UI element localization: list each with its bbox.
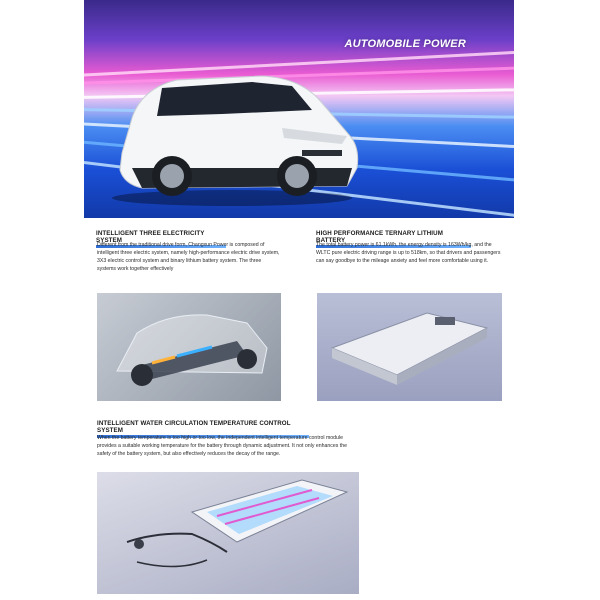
chassis-illustration [97,293,281,401]
cooling-system-image [97,472,359,594]
chassis-xray-image [97,293,281,401]
white-suv-image [102,58,362,208]
hero-title: AUTOMOBILE POWER [344,38,466,50]
section-title-text: HIGH PERFORMANCE TERNARY LITHIUM BATTERY [316,230,443,244]
section-body-water-circulation: When the battery temperature is too high or too low, the independent intelligent temperature control module provides a suitable working temperature for the battery through dynamic adjustment. It not only enhances the safety of the battery system, but also effectively reduces the decay of the range. [97,435,348,457]
cooling-system-illustration [97,472,359,594]
battery-pack-image [317,293,502,401]
battery-pack-illustration [317,293,502,401]
section-body-three-electricity: Different from the traditional drive form, Changxun Power is composed of intelligent three electric system, namely high-performance electric drive system, 3X3 electric control system and binary lithium battery system. The three systems work together effectively [97,242,280,272]
section-body-ternary-battery: The total battery power is 61.1kWh, the energy density is 163Wh/kg, and the WLTC pure electric driving range is up to 518km, so that drivers and passengers can say goodbye to the mileage anxiety and feel more comfortable using it. [316,242,501,264]
section-title-text: INTELLIGENT THREE ELECTRICITY SYSTEM [96,230,205,244]
section-title-text: INTELLIGENT WATER CIRCULATION TEMPERATURE CONTROL SYSTEM [97,420,291,434]
hero-banner [84,0,514,218]
